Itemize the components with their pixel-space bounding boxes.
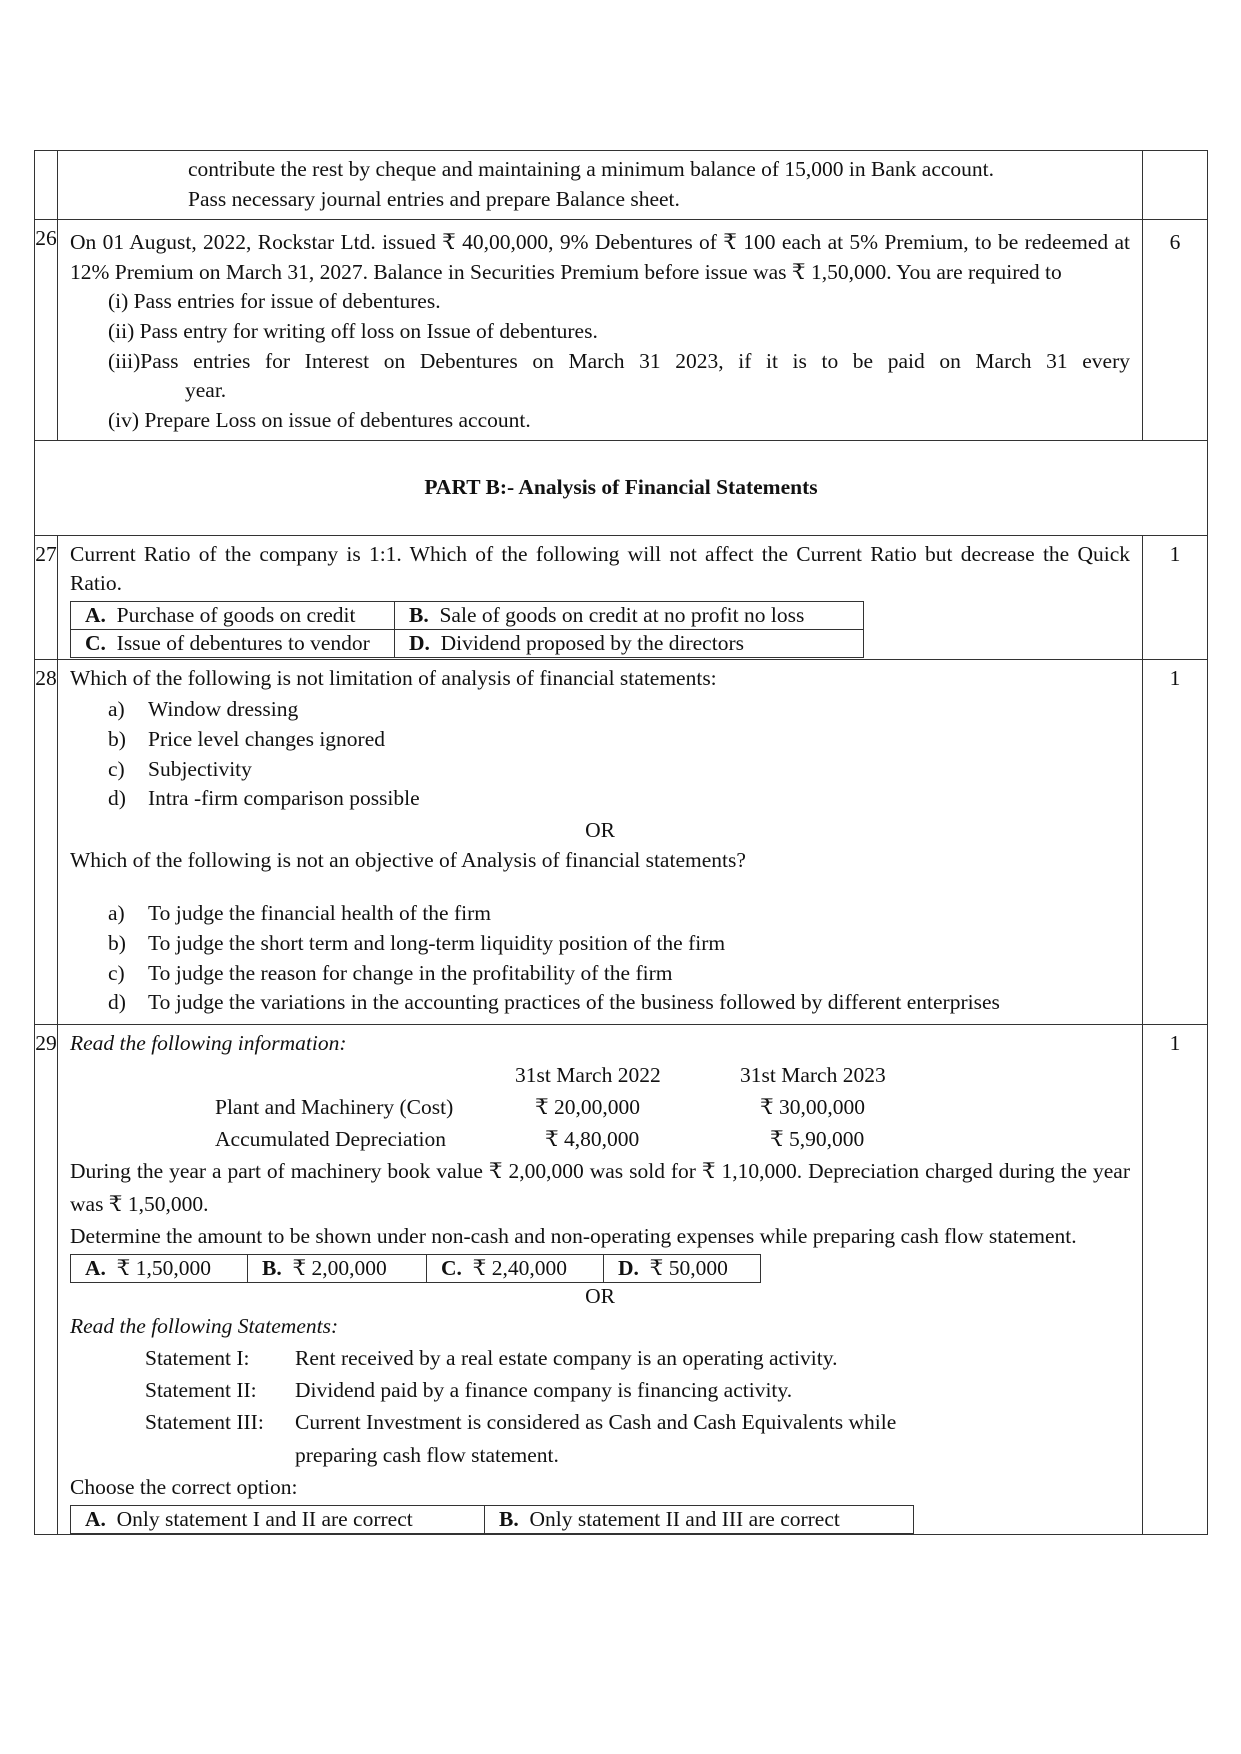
q28-option-c: c) Subjectivity <box>108 756 252 781</box>
q29-alt-lead: Read the following Statements: <box>70 1313 339 1338</box>
q26-item-2: (ii) Pass entry for writing off loss on Issue of debentures. <box>108 318 598 343</box>
question-number <box>35 151 58 220</box>
cell-value: ₹ 4,80,000 <box>545 1127 640 1152</box>
q26-item-4: (iv) Prepare Loss on issue of debentures account. <box>108 407 531 432</box>
q29-option-c: C. ₹ 2,40,000 <box>427 1255 604 1283</box>
question-marks: 1 <box>1143 535 1208 659</box>
q29-para2: Determine the amount to be shown under non-cash and non-operating expenses while preparing cash flow statement. <box>70 1223 1077 1248</box>
q29-data-table <box>215 1059 940 1156</box>
q29-lead: Read the following information: <box>70 1030 347 1055</box>
q27-option-d: D. Dividend proposed by the directors <box>395 629 864 657</box>
q29-alt-option-a: A. Only statement I and II are correct <box>71 1506 485 1534</box>
q27-option-c: C. Issue of debentures to vendor <box>71 629 395 657</box>
q28-alt-options <box>70 899 1130 1018</box>
q29-alt-options <box>70 1505 914 1534</box>
q29-option-b: B. ₹ 2,00,000 <box>248 1255 427 1283</box>
question-number: 28 <box>35 659 58 1024</box>
or-separator: OR <box>585 817 615 842</box>
row-label: Plant and Machinery (Cost) <box>215 1094 454 1119</box>
row-label: Accumulated Depreciation <box>215 1127 447 1152</box>
cell-value: ₹ 5,90,000 <box>770 1127 865 1152</box>
question-row-27 <box>35 535 1208 659</box>
question-body <box>58 535 1143 659</box>
q27-text: Current Ratio of the company is 1:1. Which of the following will not affect the Current Ratio but decrease the Quick Ratio. <box>70 541 1130 596</box>
q26-intro: On 01 August, 2022, Rockstar Ltd. issued ₹ 40,00,000, 9% Debentures of ₹ 100 each at 5% Premium, to be redeemed at 12% Premium on March 31, 2027. Balance in Securities Premium before issue was ₹ 1,50,000. You are required to <box>70 230 1130 284</box>
question-row-28 <box>35 659 1208 1024</box>
question-marks: 1 <box>1143 1024 1208 1534</box>
q28-option-b: b) Price level changes ignored <box>108 726 386 751</box>
q28-alt-option-a: a) To judge the financial health of the firm <box>108 901 491 926</box>
q29-statements <box>70 1342 1130 1471</box>
q27-options <box>70 601 864 658</box>
cell-value: ₹ 20,00,000 <box>535 1094 641 1119</box>
or-separator: OR <box>585 1283 615 1308</box>
question-number: 26 <box>35 220 58 441</box>
q29-col-header-2023: 31st March 2023 <box>740 1062 886 1087</box>
part-b-heading: PART B:- Analysis of Financial Statements <box>35 440 1208 535</box>
q29-option-d: D. ₹ 50,000 <box>604 1255 761 1283</box>
q28-alt-option-b: b) To judge the short term and long-term liquidity position of the firm <box>108 930 726 955</box>
question-marks: 1 <box>1143 659 1208 1024</box>
q28-alt-text: Which of the following is not an objective of Analysis of financial statements? <box>70 847 746 872</box>
question-marks: 6 <box>1143 220 1208 441</box>
q25-line2: Pass necessary journal entries and prepare Balance sheet. <box>188 186 680 211</box>
q29-col-header-2022: 31st March 2022 <box>515 1062 661 1087</box>
q26-item-3: (iii)Pass entries for Interest on Debentures on March 31 2023, if it is to be paid on March 31 every <box>108 348 1130 373</box>
q28-option-a: a) Window dressing <box>108 697 299 722</box>
part-b-row <box>35 440 1208 535</box>
q29-alt-option-b: B. Only statement II and III are correct <box>485 1506 914 1534</box>
question-body <box>58 151 1143 220</box>
question-body <box>58 1024 1143 1534</box>
q26-item-3-cont: year. <box>185 378 227 403</box>
question-row-25-cont <box>35 151 1208 220</box>
q29-options <box>70 1254 761 1283</box>
question-number: 29 <box>35 1024 58 1534</box>
question-row-26 <box>35 220 1208 441</box>
question-number: 27 <box>35 535 58 659</box>
q26-item-1: (i) Pass entries for issue of debentures. <box>108 289 441 314</box>
question-row-29 <box>35 1024 1208 1534</box>
statement-1: Statement I: Rent received by a real estate company is an operating activity. <box>145 1345 838 1370</box>
statement-2: Statement II: Dividend paid by a finance company is financing activity. <box>145 1378 793 1403</box>
statement-3: Statement III: Current Investment is considered as Cash and Cash Equivalents while <box>145 1410 897 1435</box>
q28-alt-option-c: c) To judge the reason for change in the profitability of the firm <box>108 960 673 985</box>
q25-line1: contribute the rest by cheque and maintaining a minimum balance of 15,000 in Bank account. <box>188 157 995 181</box>
q27-option-a: A. Purchase of goods on credit <box>71 601 395 629</box>
q29-choose: Choose the correct option: <box>70 1474 298 1499</box>
q28-option-d: d) Intra -firm comparison possible <box>108 786 420 811</box>
q28-options <box>70 695 1130 814</box>
q29-option-a: A. ₹ 1,50,000 <box>71 1255 248 1283</box>
q28-text: Which of the following is not limitation of analysis of financial statements: <box>70 665 717 690</box>
question-body <box>58 220 1143 441</box>
q29-para1: During the year a part of machinery book value ₹ 2,00,000 was sold for ₹ 1,10,000. Depreciation charged during the year was ₹ 1,50,000. <box>70 1159 1130 1216</box>
table-row <box>215 1123 940 1155</box>
question-marks <box>1143 151 1208 220</box>
table-row <box>215 1091 940 1123</box>
question-paper-table <box>34 150 1208 1535</box>
q28-alt-option-d: d) To judge the variations in the accounting practices of the business followed by different enterprises <box>108 990 1000 1015</box>
question-body <box>58 659 1143 1024</box>
cell-value: ₹ 30,00,000 <box>760 1094 866 1119</box>
statement-3-cont: preparing cash flow statement. <box>295 1442 559 1467</box>
q27-option-b: B. Sale of goods on credit at no profit no loss <box>395 601 864 629</box>
